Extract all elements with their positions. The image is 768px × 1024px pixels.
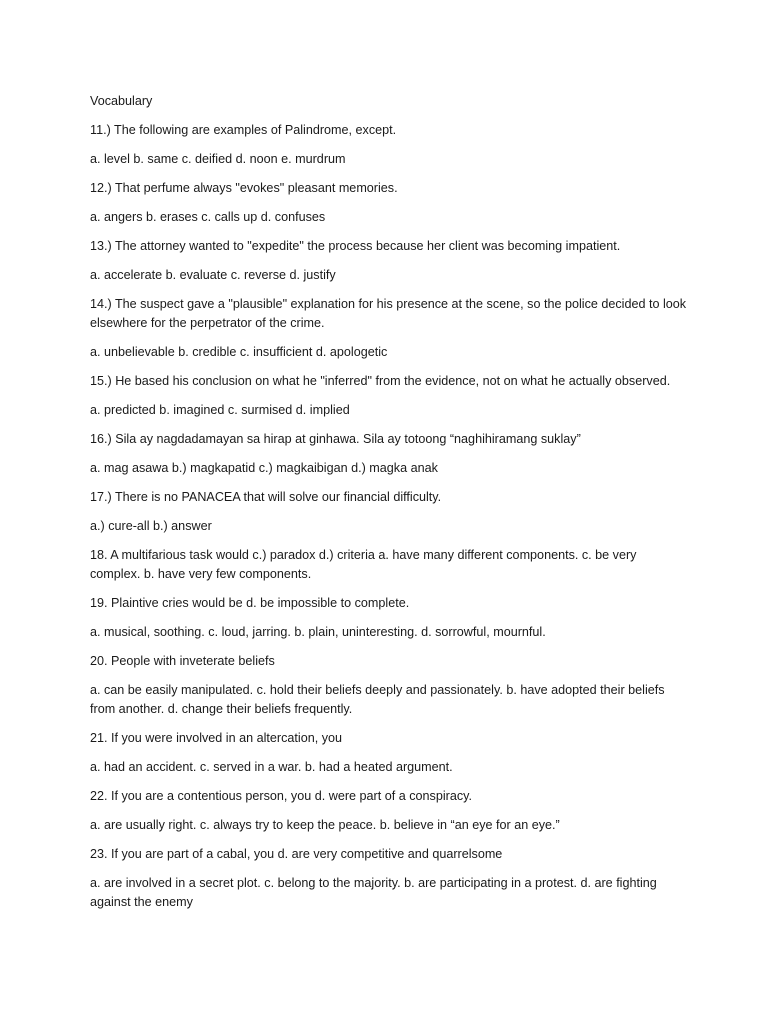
question-13: 13.) The attorney wanted to "expedite" the process because her client was becoming impatient. xyxy=(90,239,621,253)
question-20: 20. People with inveterate beliefs xyxy=(90,654,275,668)
question-14: 14.) The suspect gave a "plausible" explanation for his presence at the scene, so the police decided to look elsewhere for the perpetrator of the crime. xyxy=(90,297,687,330)
question-15: 15.) He based his conclusion on what he "inferred" from the evidence, not on what he actually observed. xyxy=(90,374,671,388)
choices-16: a. mag asawa b.) magkapatid c.) magkaibigan d.) magka anak xyxy=(90,461,438,475)
choices-21: a. had an accident. c. served in a war. b. had a heated argument. xyxy=(90,760,453,774)
question-19: 19. Plaintive cries would be d. be impossible to complete. xyxy=(90,596,410,610)
choices-23: a. are involved in a secret plot. c. belong to the majority. b. are participating in a protest. d. are fighting against the enemy xyxy=(90,876,657,909)
choices-14: a. unbelievable b. credible c. insufficient d. apologetic xyxy=(90,345,388,359)
choices-17: a.) cure-all b.) answer xyxy=(90,519,212,533)
question-16: 16.) Sila ay nagdadamayan sa hirap at ginhawa. Sila ay totoong “naghihiramang suklay” xyxy=(90,432,581,446)
choices-19: a. musical, soothing. c. loud, jarring. b. plain, uninteresting. d. sorrowful, mournful. xyxy=(90,625,546,639)
choices-20: a. can be easily manipulated. c. hold their beliefs deeply and passionately. b. have adopted their beliefs from another. d. change their beliefs frequently. xyxy=(90,683,665,716)
question-11: 11.) The following are examples of Palindrome, except. xyxy=(90,123,397,137)
choices-13: a. accelerate b. evaluate c. reverse d. justify xyxy=(90,268,336,282)
choices-22: a. are usually right. c. always try to keep the peace. b. believe in “an eye for an eye.” xyxy=(90,818,560,832)
choices-11: a. level b. same c. deified d. noon e. murdrum xyxy=(90,152,346,166)
question-23: 23. If you are part of a cabal, you d. are very competitive and quarrelsome xyxy=(90,847,503,861)
question-17: 17.) There is no PANACEA that will solve our financial difficulty. xyxy=(90,490,442,504)
section-heading: Vocabulary xyxy=(90,94,153,108)
question-18: 18. A multifarious task would c.) paradox d.) criteria a. have many different components. c. be very complex. b. have very few components. xyxy=(90,548,637,581)
question-12: 12.) That perfume always "evokes" pleasant memories. xyxy=(90,181,398,195)
question-21: 21. If you were involved in an altercation, you xyxy=(90,731,343,745)
question-22: 22. If you are a contentious person, you d. were part of a conspiracy. xyxy=(90,789,472,803)
choices-15: a. predicted b. imagined c. surmised d. implied xyxy=(90,403,350,417)
choices-12: a. angers b. erases c. calls up d. confuses xyxy=(90,210,326,224)
